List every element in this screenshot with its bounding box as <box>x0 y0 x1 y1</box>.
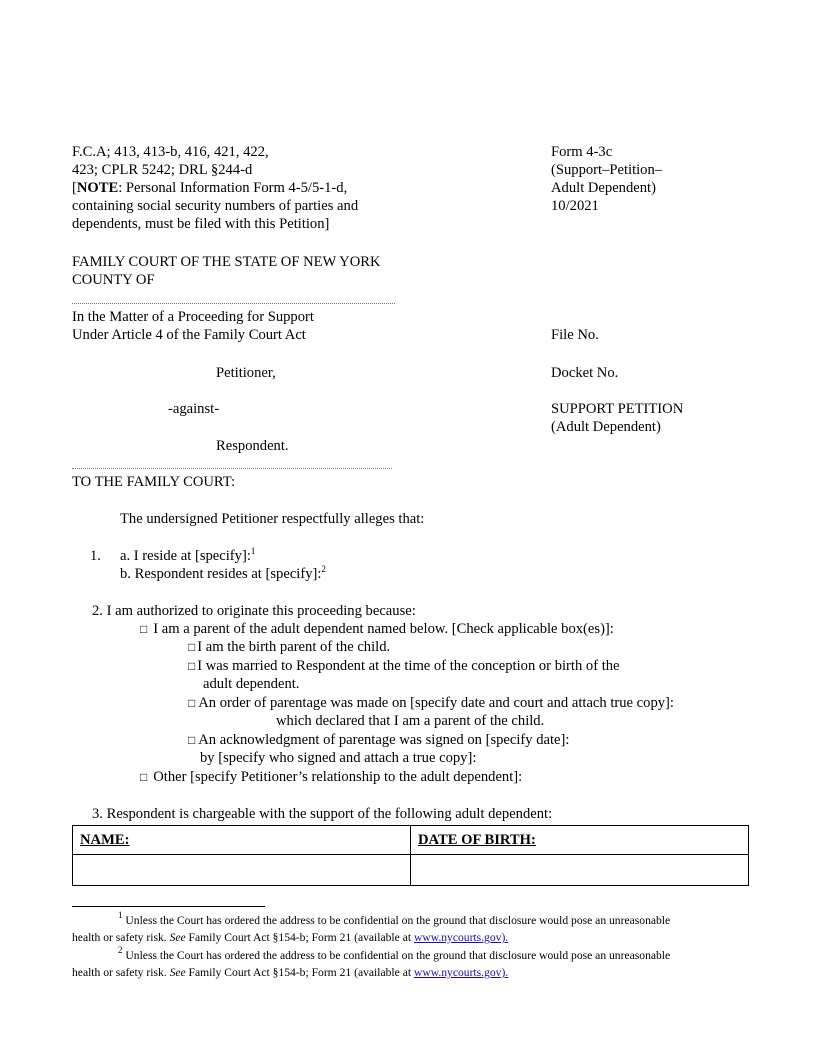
note-label: NOTE <box>76 180 119 196</box>
footnote-rule <box>72 906 265 907</box>
checkbox[interactable]: □ <box>188 696 196 710</box>
petitioner-label: Petitioner, <box>216 365 276 381</box>
dob-cell[interactable] <box>411 855 749 886</box>
footnote-see: See <box>169 966 186 979</box>
footnote-2 <box>118 947 670 964</box>
respondent-label: Respondent. <box>216 438 289 454</box>
petition-title: SUPPORT PETITION <box>551 401 684 417</box>
option-text: An acknowledgment of parentage was signed on [specify date]: <box>198 732 570 748</box>
form-number: Form 4-3c <box>551 144 613 160</box>
footnote-ref[interactable]: 2 <box>321 564 326 574</box>
item-1b <box>120 565 326 583</box>
option-text: I am the birth parent of the child. <box>197 639 391 655</box>
footnote-text: health or safety risk. <box>72 966 170 979</box>
option-text: I was married to Respondent at the time of the conception or birth of the <box>197 658 620 674</box>
footnote-number: 1 <box>118 910 123 920</box>
note-line: [NOTE: Personal Information Form 4-5/5-1-d, <box>72 180 348 196</box>
item-1a-text: a. I reside at [specify]: <box>120 548 251 564</box>
name-header: NAME: <box>73 826 411 855</box>
against-label: -against- <box>168 401 220 417</box>
option-text: Other [specify Petitioner’s relationship to the adult dependent]: <box>153 769 523 785</box>
footnote-text: health or safety risk. <box>72 931 170 944</box>
checkbox[interactable]: □ <box>140 622 148 636</box>
nycourts-link[interactable]: www.nycourts.gov). <box>413 931 509 944</box>
option-text: adult dependent. <box>203 676 300 692</box>
footnote-text: Family Court Act §154-b; Form 21 (available at <box>185 931 414 944</box>
footnote-text: Unless the Court has ordered the address to be confidential on the ground that disclosure would pose an unreasonable <box>125 949 671 962</box>
name-cell[interactable] <box>73 855 411 886</box>
option-text: which declared that I am a parent of the child. <box>276 713 545 729</box>
item-1a <box>120 547 255 565</box>
form-type: Adult Dependent) <box>551 180 656 196</box>
option-order <box>188 694 674 712</box>
item-3: 3. Respondent is chargeable with the support of the following adult dependent: <box>92 806 553 822</box>
matter-line: In the Matter of a Proceeding for Support <box>72 309 314 325</box>
checkbox[interactable]: □ <box>140 770 148 784</box>
dob-header: DATE OF BIRTH: <box>411 826 749 855</box>
item-1b-text: b. Respondent resides at [specify]: <box>120 566 322 582</box>
checkbox[interactable]: □ <box>188 640 196 654</box>
form-date: 10/2021 <box>551 198 599 214</box>
to-court: TO THE FAMILY COURT: <box>72 474 236 490</box>
footnote-1 <box>118 912 670 929</box>
statute-line: 423; CPLR 5242; DRL §244-d <box>72 162 253 178</box>
option-text: by [specify who signed and attach a true copy]: <box>200 750 477 766</box>
divider <box>72 468 392 469</box>
footnote-number: 2 <box>118 945 123 955</box>
footnote-text: Unless the Court has ordered the address to be confidential on the ground that disclosure would pose an unreasonable <box>125 914 671 927</box>
footnote-1-cont <box>72 929 508 946</box>
option-other <box>140 768 522 786</box>
petition-subtitle: (Adult Dependent) <box>551 419 661 435</box>
intro: The undersigned Petitioner respectfully alleges that: <box>120 511 425 527</box>
option-birth-parent <box>188 638 390 656</box>
checkbox[interactable]: □ <box>188 659 196 673</box>
option-parent <box>140 620 614 638</box>
footnote-see: See <box>169 931 186 944</box>
note-text: : Personal Information Form 4-5/5-1-d, <box>118 180 348 196</box>
form-type: (Support–Petition– <box>551 162 663 178</box>
option-text: An order of parentage was made on [specify date and court and attach true copy]: <box>198 695 674 711</box>
item-2: 2. I am authorized to originate this proceeding because: <box>92 603 416 619</box>
footnote-text: Family Court Act §154-b; Form 21 (available at <box>185 966 414 979</box>
docket-no-label: Docket No. <box>551 365 619 381</box>
checkbox[interactable]: □ <box>188 733 196 747</box>
note-line: dependents, must be filed with this Petition] <box>72 216 330 232</box>
option-text: I am a parent of the adult dependent named below. [Check applicable box(es)]: <box>153 621 614 637</box>
footnote-2-cont <box>72 964 508 981</box>
file-no-label: File No. <box>551 327 599 343</box>
statute-line: F.C.A; 413, 413-b, 416, 421, 422, <box>72 144 269 160</box>
matter-line: Under Article 4 of the Family Court Act <box>72 327 306 343</box>
nycourts-link[interactable]: www.nycourts.gov). <box>413 966 509 979</box>
court-name: FAMILY COURT OF THE STATE OF NEW YORK <box>72 254 381 270</box>
option-acknowledgment <box>188 731 569 749</box>
county-label: COUNTY OF <box>72 272 155 288</box>
dependent-table <box>72 825 749 886</box>
option-married <box>188 657 620 675</box>
item-1-number: 1. <box>90 548 101 564</box>
footnote-ref[interactable]: 1 <box>250 546 256 556</box>
note-line: containing social security numbers of parties and <box>72 198 359 214</box>
divider <box>72 303 395 304</box>
